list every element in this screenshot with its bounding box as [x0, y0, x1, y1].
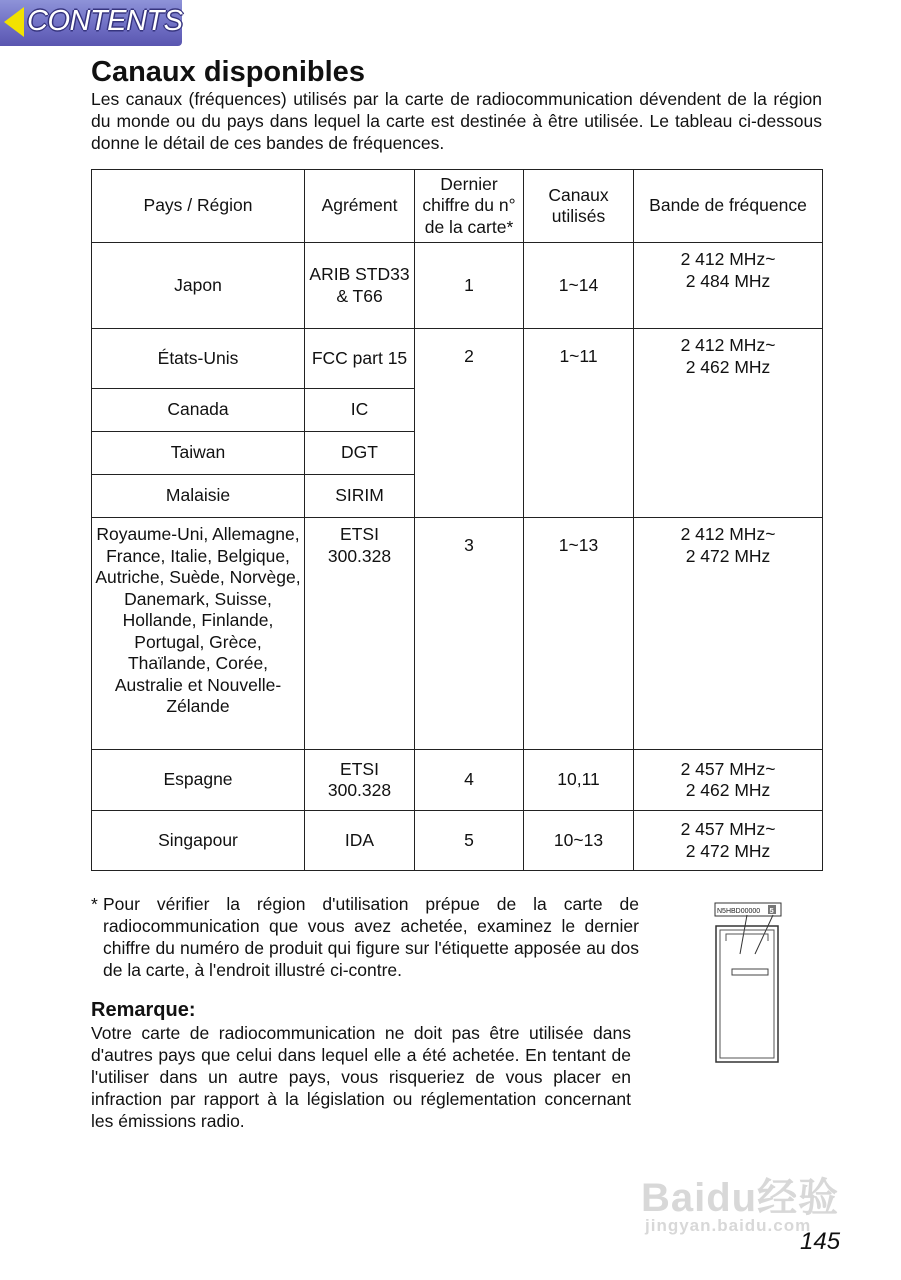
cell-band: [634, 329, 823, 518]
footnote: [91, 893, 639, 981]
cell-approval: IDA: [305, 811, 415, 871]
card-outline: [716, 926, 778, 1062]
table-header-row: [92, 170, 823, 243]
table-row: [92, 518, 823, 750]
table-row: [92, 243, 823, 329]
cell-last-digit: 1: [415, 243, 524, 329]
band-start: 2 412 MHz~: [680, 249, 776, 269]
cell-approval: ETSI 300.328: [305, 750, 415, 811]
channels-value: 1~13: [558, 535, 599, 555]
band-end: 2 472 MHz: [685, 545, 771, 566]
cell-band: [634, 811, 823, 871]
header-band: Bande de fréquence: [634, 170, 823, 243]
cell-last-digit: [415, 518, 524, 750]
watermark-logo-text: Baidu经验: [641, 1176, 840, 1220]
cell-channels: [524, 329, 634, 518]
cell-approval: ARIB STD33 & T66: [305, 243, 415, 329]
cell-channels: [524, 518, 634, 750]
table-row: [92, 329, 823, 389]
cell-country: Taiwan: [92, 432, 305, 475]
table-row: [92, 750, 823, 811]
card-inner-outline: [720, 930, 774, 1058]
band-start: 2 412 MHz~: [680, 524, 776, 544]
band-start: 2 457 MHz~: [680, 758, 776, 779]
band-end: 2 462 MHz: [685, 780, 771, 800]
cell-last-digit: 5: [415, 811, 524, 871]
table-row: [92, 811, 823, 871]
footnote-text: Pour vérifier la région d'utilisation prépue de la carte de radiocommunication que vous avez achetée, examinez le dernier chiffre du numéro de produit qui figure sur l'étiquette apposée au dos de la carte, à l'endroit illustré ci-contre.: [103, 894, 639, 980]
last-digit-value: 2: [464, 346, 474, 366]
cell-approval: DGT: [305, 432, 415, 475]
band-end: 2 462 MHz: [685, 356, 771, 377]
card-label-slot: [732, 969, 768, 975]
last-digit-value: 3: [464, 535, 474, 555]
band-start: 2 457 MHz~: [680, 819, 776, 839]
cell-band: [634, 750, 823, 811]
cell-country: États-Unis: [92, 329, 305, 389]
cell-channels: 10~13: [524, 811, 634, 871]
footnote-marker: *: [91, 894, 98, 914]
header-last-digit: Dernier chiffre du n° de la carte*: [415, 170, 524, 243]
channels-value: 1~11: [559, 346, 598, 366]
frequency-table: [91, 169, 823, 871]
header-channels: Canaux utilisés: [524, 170, 634, 243]
header-country: Pays / Région: [92, 170, 305, 243]
cell-channels: 10,11: [524, 750, 634, 811]
band-start: 2 412 MHz~: [680, 335, 776, 355]
page-number: 145: [800, 1228, 841, 1255]
contents-button-label: CONTENTS: [27, 5, 183, 37]
band-end: 2 484 MHz: [685, 270, 771, 291]
cell-band: [634, 518, 823, 750]
watermark-url: jingyan.baidu.com: [645, 1216, 812, 1235]
cell-channels: 1~14: [524, 243, 634, 329]
cell-band: [634, 243, 823, 329]
card-label-illustration: [713, 901, 783, 1064]
intro-paragraph: Les canaux (fréquences) utilisés par la carte de radiocommunication dévendent de la région du monde ou du pays dans lequel la carte est destinée à être utilisée. Le tableau ci-dessous donne le détail de ces bandes de fréquences.: [91, 89, 822, 153]
cell-last-digit: [415, 329, 524, 518]
cell-country: Canada: [92, 389, 305, 432]
card-label-prefix: N5HBD00000: [717, 908, 761, 915]
cell-country: Royaume-Uni, Allemagne, France, Italie, Belgique, Autriche, Suède, Norvège, Danemark, Suisse, Hollande, Finlande, Portugal, Grèce, Thaïlande, Corée, Australie et Nouvelle-Zélande: [92, 518, 305, 750]
cell-last-digit: 4: [415, 750, 524, 811]
cell-country: Japon: [92, 243, 305, 329]
cell-approval: SIRIM: [305, 475, 415, 518]
cell-country: Espagne: [92, 750, 305, 811]
cell-country: Singapour: [92, 811, 305, 871]
page-title: Canaux disponibles: [91, 56, 365, 88]
remark-title: Remarque:: [91, 999, 196, 1021]
card-label-digit: 5: [769, 906, 774, 915]
cell-approval: ETSI 300.328: [305, 518, 415, 750]
cell-country: Malaisie: [92, 475, 305, 518]
band-end: 2 472 MHz: [685, 840, 771, 861]
back-arrow-icon: [4, 7, 24, 37]
cell-approval: IC: [305, 389, 415, 432]
header-approval: Agrément: [305, 170, 415, 243]
cell-approval: FCC part 15: [305, 329, 415, 389]
contents-button[interactable]: [0, 0, 182, 46]
remark-text: Votre carte de radiocommunication ne doit pas être utilisée dans d'autres pays que celui dans lequel elle a été achetée. En tentant de l'utiliser dans un autre pays, vous risqueriez de vous placer en infraction par rapport à la législation ou réglementation concernant les émissions radio.: [91, 1023, 631, 1131]
